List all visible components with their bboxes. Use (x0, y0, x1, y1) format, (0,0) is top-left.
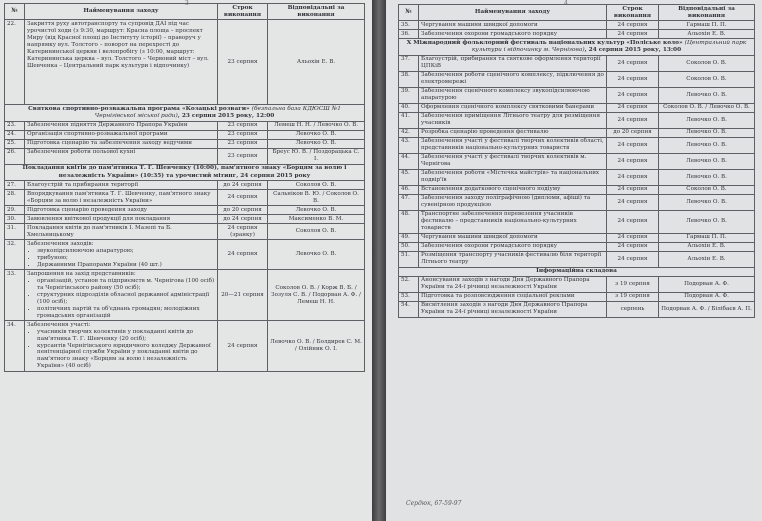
row-date: 23 серпня (218, 130, 268, 139)
row-num: 26. (5, 148, 25, 164)
row-resp: Бреус Ю. В. / Поздорацька С. І. (268, 148, 365, 164)
table-row (399, 103, 755, 112)
row-date: 24 серпня (607, 185, 659, 194)
row-num: 30. (5, 215, 25, 224)
table-header (399, 5, 755, 21)
right-page (386, 0, 762, 521)
row-text: Забезпечення приміщення Літнього театру для розміщення учасників (419, 112, 607, 128)
row-date: 23 серпня (218, 148, 268, 164)
row-date: 24 серпня (607, 194, 659, 210)
row-resp: Левочко О. В. (659, 210, 755, 233)
row-text: Транспортне забезпечення перевезення учасників фестивалю – представників національно-культурних товариств (419, 210, 607, 233)
list-item: • трибуною; (37, 255, 215, 262)
col-event-header: Найменування заходу (25, 4, 218, 20)
table-row (5, 321, 365, 372)
row-text: Замовлення квіткової продукції для покладання (25, 215, 218, 224)
row-text: Чергування машини швидкої допомоги (419, 233, 607, 242)
row-num: 37. (399, 55, 419, 71)
table-row (5, 224, 365, 240)
row-resp: Подорван А. Ф. (659, 276, 755, 292)
section-row (5, 105, 365, 121)
row-text: Забезпечення заходу поліграфічною (дипломи, афіші) та сувенірною продукцією (419, 194, 607, 210)
table-row (5, 121, 365, 130)
row-num: 29. (5, 206, 25, 215)
row-num: 48. (399, 210, 419, 233)
row-num: 25. (5, 139, 25, 148)
row-date: 24 серпня (607, 251, 659, 267)
row-num: 36. (399, 30, 419, 39)
list-item: • звукопідсилюючою апаратурою; (37, 248, 215, 255)
list-item: • курсантів Чернігівського юридичного коледжу Державної пенітенціарної служби України у покладанні квітів до пам'ятного знаку «Борцям за волю і незалежність України» (40 осіб) (37, 343, 215, 371)
row-text: Розробка сценарію проведення фестивалю (419, 128, 607, 137)
sport-venue: (безпальна база КДЮСШ №1 Чернігівської міської ради) (94, 105, 341, 120)
row-num: 27. (5, 181, 25, 190)
row-resp: Гармаш П. П. (659, 21, 755, 30)
row-date: 24 серпня (607, 233, 659, 242)
section-row (399, 267, 755, 276)
festival-time: , 24 серпня 2015 року, 13:00 (584, 47, 682, 54)
table-row (399, 71, 755, 87)
table-row (5, 206, 365, 215)
row-resp: Альохін Е. В. (268, 20, 365, 105)
row-num: 32. (5, 240, 25, 270)
row-resp: Лемеш Н. Н. / Левочко О. В. (268, 121, 365, 130)
table-row (5, 240, 365, 270)
row-text: Забезпечення сценічного комплексу звукопідсилюючою апаратурою (419, 87, 607, 103)
row-num: 44. (399, 153, 419, 169)
row-resp: Соколов О. В. (268, 224, 365, 240)
row-date: 23 серпня (218, 139, 268, 148)
table-row (399, 55, 755, 71)
row-date: 24 серпня (607, 55, 659, 71)
events-table-left (4, 3, 365, 372)
row-num: 42. (399, 128, 419, 137)
row-text (25, 270, 218, 321)
row-num: 34. (5, 321, 25, 372)
row-text: Забезпечення охорони громадського порядку (419, 30, 607, 39)
table-row (399, 276, 755, 292)
festival-title: Х Міжнародний фольклорний фестиваль національних культур «Поліське коло» (406, 39, 683, 46)
row-resp: Левочко О. В. (659, 169, 755, 185)
row-date: 24 серпня (607, 103, 659, 112)
row-resp: Сальніков В. Ю. / Соколов О. В. (268, 190, 365, 206)
row-intro: Забезпечення участі: (27, 321, 91, 328)
row-text: Забезпечення роботи «Містечка майстрів» та національних подвір'їв (419, 169, 607, 185)
row-resp: Левочко О. В. (659, 128, 755, 137)
row-resp: Соколов О. В. (659, 71, 755, 87)
row-text: Підготовка та розповсюдження соціальної реклами (419, 292, 607, 301)
row-resp: Подорван А. Ф. (659, 292, 755, 301)
row-date: 24 серпня (607, 30, 659, 39)
row-text: Благоустрій та прибирання території (25, 181, 218, 190)
row-date: серпень (607, 301, 659, 317)
col-resp-header: Відповідальні за виконання (659, 5, 755, 21)
row-num: 43. (399, 137, 419, 153)
table-row (399, 169, 755, 185)
row-text (25, 321, 218, 372)
col-event-header: Найменування заходу (419, 5, 607, 21)
row-intro: Запрошення на захід представників: (27, 270, 136, 277)
page-fold (372, 0, 386, 521)
list-item: • учасників творчих колективів у покладанні квітів до пам'ятника Т. Г. Шевченку (20 осіб); (37, 329, 215, 343)
row-text: Підготовка сценарію проведення заходу (25, 206, 218, 215)
row-text: Забезпечення участі у фестивалі творчих колективів м. Чернігова (419, 153, 607, 169)
row-date: 24 серпня (218, 190, 268, 206)
sport-title: Святкова спортивно-розважальна програма «Козацькі розваги» (28, 105, 250, 112)
row-resp: Соколов О. В. / Левочко О. В. (659, 103, 755, 112)
row-date: 24 серпня (607, 112, 659, 128)
row-text: Розміщення транспорту учасників фестивалю біля території Літнього театру (419, 251, 607, 267)
col-num-header: № (5, 4, 25, 20)
row-resp: Левочко О. В. (268, 206, 365, 215)
row-resp: Левочко О. В. (659, 137, 755, 153)
col-date-header: Строк виконання (607, 5, 659, 21)
row-resp: Альохін Е. В. (659, 242, 755, 251)
row-text: Чергування машини швидкої допомоги (419, 21, 607, 30)
table-row (399, 194, 755, 210)
row-resp: Левочко О. В. (659, 194, 755, 210)
col-date-header: Строк виконання (218, 4, 268, 20)
events-table-right (398, 4, 755, 318)
row-num: 46. (399, 185, 419, 194)
row-text: Анонсування заходів з нагоди Дня Державного Прапора України та 24-ї річниці незалежності України (419, 276, 607, 292)
row-num: 33. (5, 270, 25, 321)
row-date: 24 серпня (218, 321, 268, 372)
row-resp: Соколов О. В. (659, 55, 755, 71)
row-num: 31. (5, 224, 25, 240)
table-row (399, 233, 755, 242)
table-row (399, 128, 755, 137)
table-row (399, 21, 755, 30)
row-text: Забезпечення роботи польової кухні (25, 148, 218, 164)
row-num: 22. (5, 20, 25, 105)
row-text: Закриття руху автотранспорту та супровід ДАІ під час урочистої ходи (з 9:30, маршрут: Красна площа – проспект Миру (від Красної площі до Інституту історії) – праворуч у напрямку вул. Толстого – поворот на перехресті до Катерининської церкви і велопробігу (з 10:00, маршрут: Катерининська церква – вул. Толстого – Червоний міст – вул. Шевченка – Центральний парк культури і відпочинку) (25, 20, 218, 105)
row-num: 45. (399, 169, 419, 185)
flowers-title: Покладання квітів до пам'ятника Т. Г. Шевченку (10:00), пам'ятного знаку «Борцям за волю і незалежність України» (10:35) та урочистий мітинг, 24 серпня 2015 року (5, 164, 365, 180)
row-text: Забезпечення підняття Державного Прапора України (25, 121, 218, 130)
row-text: Оформлення сценічного комплексу святковими банерами (419, 103, 607, 112)
col-resp-header: Відповідальні за виконання (268, 4, 365, 20)
row-num: 39. (399, 87, 419, 103)
list-item: • структурних підрозділів обласної державної адміністрації (100 осіб); (37, 292, 215, 306)
row-text: Впорядкування пам'ятника Т. Г. Шевченку, пам'ятного знаку «Борцям за волю і незалежність України» (25, 190, 218, 206)
row-date: 24 серпня (607, 242, 659, 251)
row-date: 23 серпня (218, 20, 268, 105)
table-row (5, 148, 365, 164)
row-date: до 20 серпня (218, 206, 268, 215)
row-num: 38. (399, 71, 419, 87)
table-row (399, 242, 755, 251)
table-row (5, 190, 365, 206)
row-resp: Максименко В. М. (268, 215, 365, 224)
table-row (399, 112, 755, 128)
row-text: Підготовка сценарію та забезпечення заходу ведучими (25, 139, 218, 148)
table-row (399, 153, 755, 169)
row-date: 24 серпня (607, 210, 659, 233)
row-num: 47. (399, 194, 419, 210)
row-resp: Соколов О. В. / Корж В. Б. / Зозуля С. В. / Подорван А. Ф. / Лемеш Н. Н. (268, 270, 365, 321)
table-row (5, 130, 365, 139)
row-date: 24 серпня (607, 87, 659, 103)
row-resp: Соколов О. В. (268, 181, 365, 190)
page-number: 4 (564, 0, 568, 7)
row-num: 49. (399, 233, 419, 242)
row-text: Забезпечення охорони громадського порядку (419, 242, 607, 251)
row-date: 24 серпня (218, 240, 268, 270)
row-date: 24 серпня (607, 153, 659, 169)
table-row (5, 270, 365, 321)
table-row (399, 292, 755, 301)
row-num: 40. (399, 103, 419, 112)
row-date: 24 серпня (зранку) (218, 224, 268, 240)
row-date: з 19 серпня (607, 276, 659, 292)
table-row (399, 210, 755, 233)
row-resp: Левочко О. В. (659, 87, 755, 103)
row-date: до 24 серпня (218, 215, 268, 224)
row-num: 52. (399, 276, 419, 292)
row-date: 20—21 серпня (218, 270, 268, 321)
row-date: з 19 серпня (607, 292, 659, 301)
row-resp: Соколов О. В. (659, 185, 755, 194)
row-text: Організація спортивно-розважальної програми (25, 130, 218, 139)
row-num: 51. (399, 251, 419, 267)
table-row (5, 139, 365, 148)
left-page (0, 0, 372, 521)
page-number: 3 (185, 0, 189, 7)
footer-contact: Сердюк, 67-59-97 (406, 500, 462, 507)
row-text (25, 240, 218, 270)
row-date: 24 серпня (607, 169, 659, 185)
row-intro: Забезпечення заходів: (27, 240, 94, 247)
row-num: 50. (399, 242, 419, 251)
list-item: • Державними Прапорами України (40 шт.) (37, 262, 215, 269)
table-row (399, 301, 755, 317)
table-row (5, 215, 365, 224)
row-num: 28. (5, 190, 25, 206)
row-resp: Левочко О. В. (268, 139, 365, 148)
section-row (5, 164, 365, 180)
row-resp: Левочко О. В. (268, 240, 365, 270)
row-date: до 24 серпня (218, 181, 268, 190)
table-row (5, 20, 365, 105)
table-row (399, 137, 755, 153)
row-num: 23. (5, 121, 25, 130)
row-num: 53. (399, 292, 419, 301)
row-resp: Альохін Е. В. (659, 30, 755, 39)
row-num: 41. (399, 112, 419, 128)
row-resp: Левочко О. В. (659, 153, 755, 169)
sport-time: , 23 серпня 2015 року, 12:00 (177, 113, 275, 120)
row-date: 24 серпня (607, 137, 659, 153)
row-num: 35. (399, 21, 419, 30)
list-item: • політичних партій та об'єднань громадян; молодіжних громадських організацій (37, 306, 215, 320)
col-num-header: № (399, 5, 419, 21)
row-num: 24. (5, 130, 25, 139)
row-resp: Альохін Е. В. (659, 251, 755, 267)
row-text: Благоустрій, прибирання та святкове оформлення території ЦПКіВ (419, 55, 607, 71)
row-date: 24 серпня (607, 21, 659, 30)
row-text: Встановлення додаткового сценічного подіуму (419, 185, 607, 194)
table-row (5, 181, 365, 190)
row-date: 24 серпня (607, 71, 659, 87)
row-text: Покладання квітів до пам'ятників І. Мазепі та Б. Хмельницькому (25, 224, 218, 240)
row-resp: Левочко О. В. / Болдирев С. М. / Олійник О. І. (268, 321, 365, 372)
row-resp: Левочко О. В. (268, 130, 365, 139)
info-title: Інформаційна складова (399, 267, 755, 276)
table-row (399, 251, 755, 267)
row-text: Забезпечення участі у фестивалі творчих колективів області, представників національно-культурних товариств (419, 137, 607, 153)
table-row (399, 87, 755, 103)
row-resp: Гармаш П. П. (659, 233, 755, 242)
row-text: Забезпечення роботи сценічного комплексу, підключення до електромережі (419, 71, 607, 87)
row-text: Висвітлення заходів з нагоди Дня Державного Прапора України та 24-ї річниці незалежності України (419, 301, 607, 317)
row-resp: Левочко О. В. (659, 112, 755, 128)
row-date: до 20 серпня (607, 128, 659, 137)
list-item: • організацій, установ та підприємств м. Чернігова (100 осіб) та Чернігівського району (50 осіб); (37, 278, 215, 292)
row-date: 23 серпня (218, 121, 268, 130)
section-title (399, 39, 755, 55)
section-row (399, 39, 755, 55)
row-num: 54. (399, 301, 419, 317)
table-header (5, 4, 365, 20)
table-row (399, 185, 755, 194)
festival-venue: (Центральний парк культури і відпочинку м. Чернігова) (471, 39, 747, 54)
table-row (399, 30, 755, 39)
section-title (5, 105, 365, 121)
row-resp: Подорван А. Ф. / Білібаєв А. П. (659, 301, 755, 317)
